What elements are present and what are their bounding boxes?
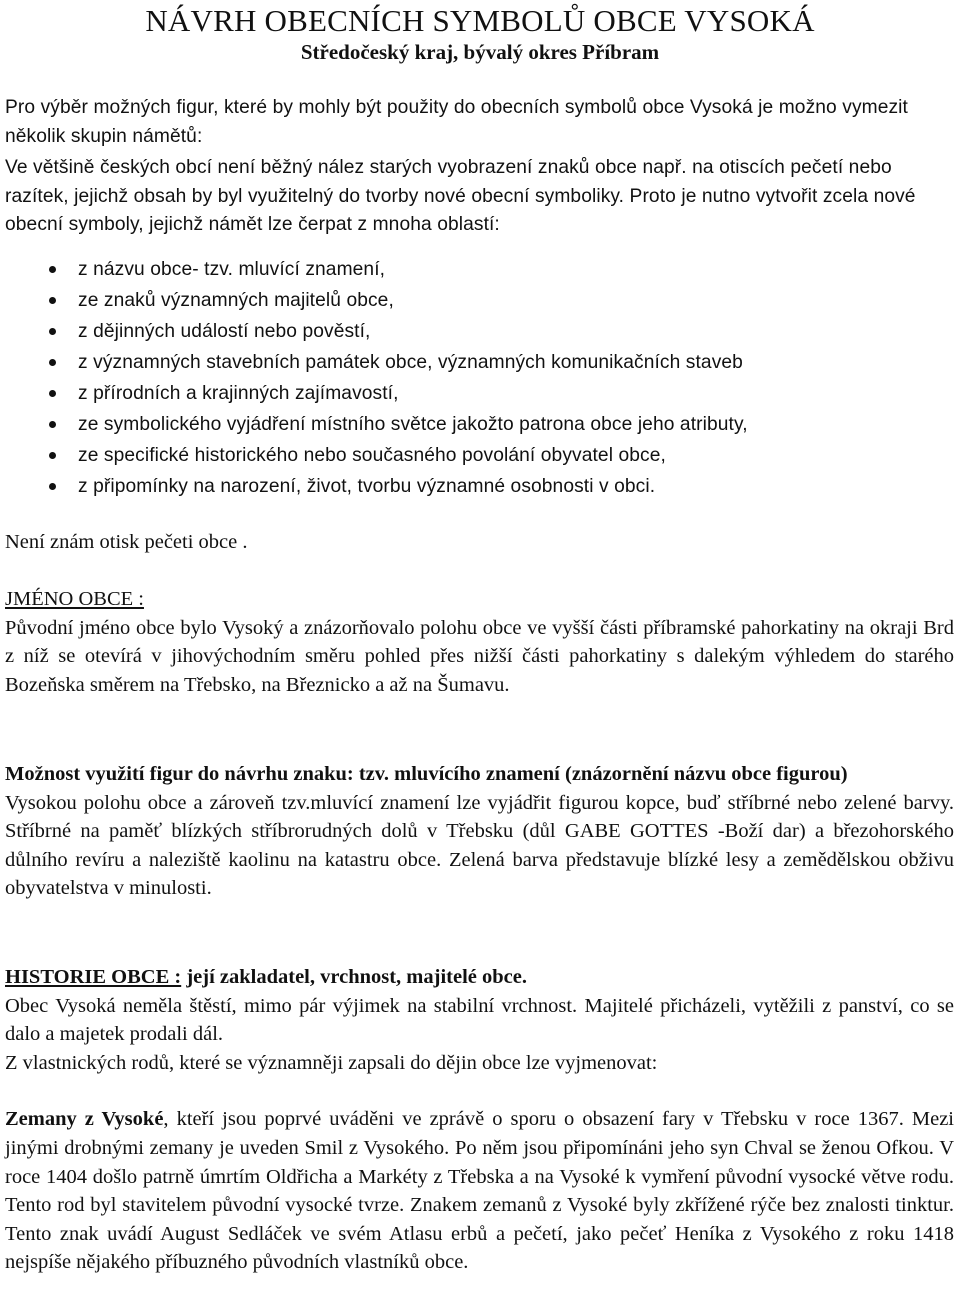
intro-block: [5, 94, 954, 240]
intro-paragraph-2: [5, 154, 954, 240]
intro-text-a: Ve většině českých obcí není běžný nález starých vyobrazení znaků obce např.: [5, 157, 687, 179]
list-item: ze znaků významných majitelů obce,: [5, 285, 954, 316]
history-paragraph-2: Z vlastnických rodů, které se významněji zapsali do dějin obce lze vyjmenovat:: [5, 1051, 658, 1074]
history-heading-underlined: HISTORIE OBCE :: [5, 966, 182, 988]
list-item: z dějinných událostí nebo pověstí,: [5, 316, 954, 347]
figures-section-heading: Možnost využití figur do návrhu znaku: tzv. mluvícího znamení (znázornění názvu obce figurou): [5, 763, 848, 785]
seal-note-block: [5, 528, 954, 557]
list-item: ze symbolického vyjádření místního světce jakožto patrona obce jeho atributy,: [5, 409, 954, 440]
list-item: ze specifické historického nebo současného povolání obyvatel obce,: [5, 440, 954, 471]
topic-list-block: [5, 254, 954, 502]
list-item: z připomínky na narození, život, tvorbu významné osobnosti v obci.: [5, 471, 954, 502]
figures-section-text: Vysokou polohu obce a zároveň tzv.mluvící znamení lze vyjádřit figurou kopce, buď stříbrné nebo zelené barvy. Stříbrné na paměť blízkých stříbrorudných dolů v Třebsku (důl GABE GOTTES -Boží dar) a březohorského důlního revíru a naleziště kaolinu na katastru obce. Zelená barva představuje blízké lesy a zemědělskou obživu obyvatelstva v minulosti.: [5, 791, 954, 900]
intro-paragraph: Pro výběr možných figur, které by mohly být použity do obecních symbolů obce Vysoká je možno vymezit několik skupin námětů:: [5, 97, 908, 147]
document-subtitle: Středočeský kraj, bývalý okres Příbram: [300, 40, 660, 64]
history-nobles-name: Zemany z Vysoké: [5, 1108, 164, 1131]
list-item: z názvu obce- tzv. mluvící znamení,: [5, 254, 954, 285]
document-title: NÁVRH OBECNÍCH SYMBOLŮ OBCE VYSOKÁ: [145, 3, 815, 38]
history-paragraph-1: Obec Vysoká neměla štěstí, mimo pár výjimek na stabilní vrchnost. Majitelé přicházeli, vytěžili z panství, co se dalo a majetek prodali dál.: [5, 994, 954, 1046]
intro-text-c: Proto je nutno vytvořit zcela nové obecní symboly, jejichž námět lze čerpat z mnoha oblastí:: [5, 185, 916, 236]
name-section-heading: JMÉNO OBCE :: [5, 588, 144, 610]
list-item: z přírodních a krajinných zajímavostí,: [5, 378, 954, 409]
history-heading-rest: její zakladatel, vrchnost, majitelé obce.: [181, 966, 527, 988]
history-paragraph-3: [5, 1105, 954, 1277]
history-section-heading: [5, 963, 954, 992]
history-section: [5, 963, 954, 1277]
seal-note: Není znám otisk pečeti obce .: [5, 531, 248, 553]
topic-list: [5, 254, 954, 502]
list-item: z významných stavebních památek obce, významných komunikačních staveb: [5, 347, 954, 378]
intro-text-b: na otiscích pečetí nebo razítek, jejichž obsah by byl využitelný do tvorby nové obecní symboliky.: [5, 157, 892, 207]
figures-section: [5, 760, 954, 903]
history-nobles-text: , kteří jsou poprvé uváděni ve zprávě o sporu o obsazení fary v Třebsku v roce 1367. Mezi jinými drobnými zemany je uveden Smil z Vysokého. Po něm jsou připomínáni jeho syn Chval se ženou Ofkou. V roce 1404 došlo patrně úmrtím Oldřicha a Markéty z Třebska a na Vysoké k vymření původní vysocké větve rodu. Tento rod byl stavitelem původní vysocké tvrze. Znakem zemanů z Vysoké byly zkřížené rýče bez znalosti tinktur. Tento znak uvádí August Sedláček ve svém Atlasu erbů a pečetí, jako pečeť Heníka z Vysokého z roku 1418 nejspíše nějakého příbuzného původních vlastníků obce.: [5, 1108, 954, 1274]
name-section: [5, 585, 954, 699]
name-section-text: Původní jméno obce bylo Vysoký a znázorňovalo polohu obce ve vyšší části příbramské pahorkatiny na okraji Brd z níž se otevírá v jihovýchodním směru pohled přes nižší části pahorkatiny s dalekým výhledem do starého Bozeňska směrem na Třebsko, na Březnicko a až na Šumavu.: [5, 616, 954, 696]
